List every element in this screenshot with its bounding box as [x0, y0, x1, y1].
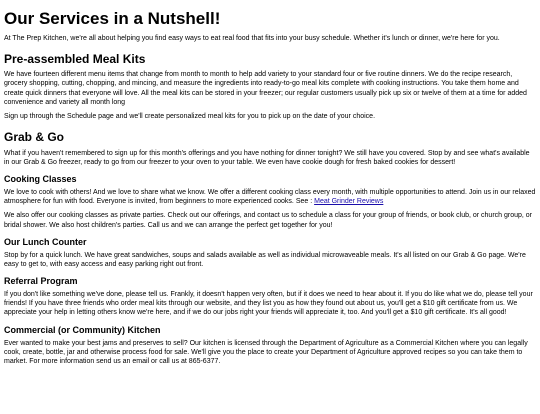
referral-paragraph: If you don't like something we've done, please tell us. Frankly, it doesn't happen very often, but if it does we need to hear about it. If you do like what we do, please tell your friends! If you have three friends who order meal kits through our website, and they list you as how they found out about us, you'll get a $10 gift certificate from us. We appreciate your help in letting others know we're here, and if we do our jobs right your friends will appreciate it, too. And you'll get a $10 gift certificate. It's all good! — [4, 291, 533, 317]
page-title: Our Services in a Nutshell! — [4, 9, 221, 28]
meal-kits-heading: Pre-assembled Meal Kits — [4, 51, 146, 66]
cooking-classes-text: We love to cook with others! And we love to share what we know. We offer a different cooking class every month, with multiple opportunities to attend. Join us in our relaxed atmosphere for fun with food. Everyone is invited, from beginners to more experienced cooks. See : — [4, 189, 536, 206]
commercial-kitchen-paragraph: Ever wanted to make your best jams and preserves to sell? Our kitchen is licensed through the Department of Agriculture as a Commercial Kitchen where you can legally cook, create, bottle, jar and otherwise process food for sale. We'll give you the place to create your Department of Agriculture approved recipes so you can take them to market. For more information send us an email or call us at 865-6377. — [4, 339, 528, 365]
grab-go-paragraph: What if you haven't remembered to sign up for this month's offerings and you have nothing for dinner tonight? We still have you covered. Stop by and see what's available in our Grab & Go freezer, ready to go from our freezer to your oven to your table. We even have cookie dough for fresh baked cookies for dessert! — [4, 149, 530, 166]
referral-heading: Referral Program — [4, 276, 78, 287]
page-content — [0, 9, 540, 366]
commercial-kitchen-heading: Commercial (or Community) Kitchen — [4, 324, 161, 335]
meal-kits-signup-paragraph: Sign up through the Schedule page and we'll create personalized meal kits for you to pick up on the date of your choice. — [4, 113, 376, 121]
lunch-counter-paragraph: Stop by for a quick lunch. We have great sandwiches, soups and salads available as well as individual microwaveable meals. It's all listed on our Grab & Go page. We're easy to get to, with easy access and easy parking right out front. — [4, 251, 526, 268]
private-parties-paragraph: We also offer our cooking classes as private parties. Check out our offerings, and contact us to schedule a class for your group of friends, or book club, or church group, or bridal shower. We also host children's parties. Call us and we can arrange the perfect get together for you! — [4, 212, 533, 229]
meat-grinder-reviews-link[interactable]: Meat Grinder Reviews — [314, 198, 384, 206]
cooking-classes-heading: Cooking Classes — [4, 174, 77, 185]
grab-go-heading: Grab & Go — [4, 130, 65, 145]
lunch-counter-heading: Our Lunch Counter — [4, 236, 87, 247]
intro-paragraph: At The Prep Kitchen, we're all about helping you find easy ways to eat real food that fits into your busy schedule. Whether it's lunch or dinner, we're here for you. — [4, 34, 500, 42]
meal-kits-paragraph: We have fourteen different menu items that change from month to month to help add variety to your standard four or five routine dinners. We do the recipe research, grocery shopping, cutting, chopping, and mincing, and measure the ingredients into ready-to-go meal kits complete with cooking instructions. You take them home and create quick dinners that everyone will love. All the meal kits can be stored in your freezer; our regular customers usually pick up six or twelve of them at a time for added convenience and variety all month long — [4, 71, 527, 106]
cooking-classes-paragraph — [4, 188, 536, 206]
